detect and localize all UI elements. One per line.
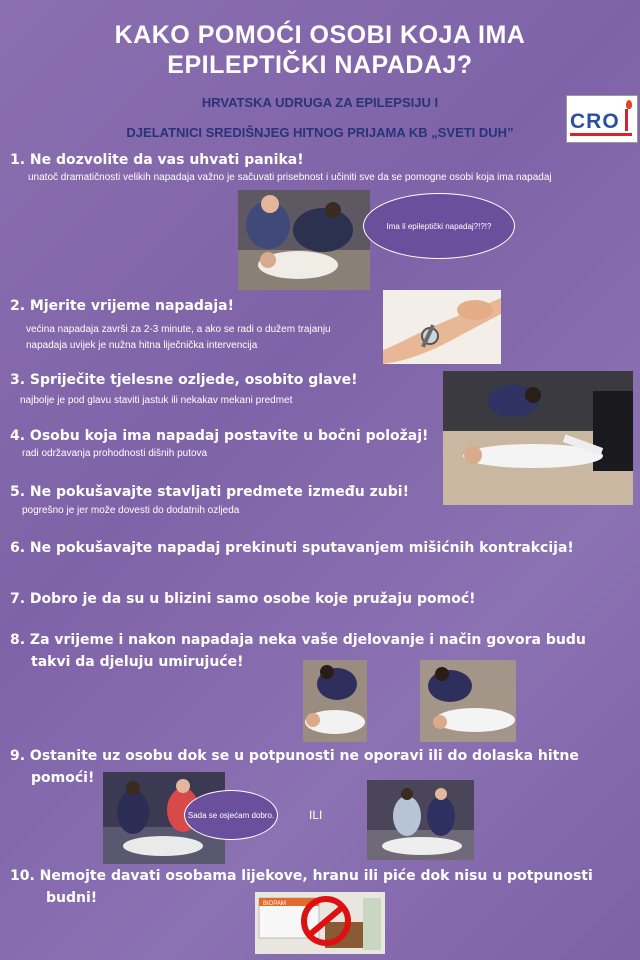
step-1-text: unatoč dramatičnosti velikih napadaja važno je sačuvati prisebnost i učiniti sve da se pomogne osobi koja ima napadaj xyxy=(28,172,552,183)
step-3-heading: 3. Spriječite tjelesne ozljede, osobito glave! xyxy=(10,372,358,388)
step-8-heading-line-1: 8. Za vrijeme i nakon napadaja neka vaše djelovanje i način govora budu xyxy=(10,632,586,648)
subtitle-line-2: DJELATNICI SREDIŠNJEG HITNOG PRIJAMA KB „SVETI DUH” xyxy=(126,125,514,140)
step-5-text: pogrešno je jer može dovesti do dodatnih ozljeda xyxy=(22,505,240,516)
prohibited-slash xyxy=(308,905,344,936)
step-2-heading: 2. Mjerite vrijeme napadaja! xyxy=(10,298,234,314)
step-4-text: radi održavanja prohodnosti dišnih putova xyxy=(22,448,208,459)
speech-bubble-step-1: Ima li epileptički napadaj?!?!? xyxy=(363,193,515,259)
or-separator: ILI xyxy=(309,808,323,822)
cro-logo xyxy=(566,95,638,143)
speech-bubble-step-9: Sada se osjećam dobro. xyxy=(184,790,278,840)
logo-underline xyxy=(570,133,632,136)
step-9-heading-line-2: pomoći! xyxy=(31,770,95,786)
title-line-1: KAKO POMOĆI OSOBI KOJA IMA xyxy=(114,21,526,49)
photo-step-9-right xyxy=(367,780,474,860)
poster-title xyxy=(0,20,640,80)
photo-step-8-left xyxy=(303,660,367,742)
subtitle-line-1: HRVATSKA UDRUGA ZA EPILEPSIJU I xyxy=(201,95,439,110)
step-2-text-line-2: napadaja uvijek je nužna hitna liječnička intervencija xyxy=(26,340,258,351)
step-8-heading-line-2: takvi da djeluju umirujuće! xyxy=(31,654,244,670)
step-7-heading: 7. Dobro je da su u blizini samo osobe koje pružaju pomoć! xyxy=(10,591,476,607)
candle-stick xyxy=(625,109,628,131)
step-10-heading-line-1: 10. Nemojte davati osobama lijekove, hranu ili piće dok nisu u potpunosti xyxy=(10,868,593,884)
photo-steps-3-5 xyxy=(443,371,633,505)
title-line-2: EPILEPTIČKI NAPADAJ? xyxy=(167,51,473,79)
logo-text: CRO xyxy=(570,110,620,133)
step-9-heading-line-1: 9. Ostanite uz osobu dok se u potpunosti ne oporavi ili do dolaska hitne xyxy=(10,748,579,764)
step-1-heading: 1. Ne dozvolite da vas uhvati panika! xyxy=(10,152,304,168)
step-4-heading: 4. Osobu koja ima napadaj postavite u bočni položaj! xyxy=(10,428,429,444)
step-3-text: najbolje je pod glavu staviti jastuk ili nekakav mekani predmet xyxy=(20,395,293,406)
photo-step-8-right xyxy=(420,660,516,742)
step-10-heading-line-2: budni! xyxy=(46,890,98,906)
step-5-heading: 5. Ne pokušavajte stavljati predmete između zubi! xyxy=(10,484,409,500)
candle-icon xyxy=(626,100,632,109)
photo-step-2-watch xyxy=(383,290,501,364)
medicine-label: BIOPAM xyxy=(263,901,286,907)
step-2-text-line-1: većina napadaja završi za 2-3 minute, a ako se radi o dužem trajanju xyxy=(26,324,331,335)
prohibited-icon xyxy=(301,896,351,946)
step-6-heading: 6. Ne pokušavajte napadaj prekinuti sputavanjem mišićnih kontrakcija! xyxy=(10,540,574,556)
photo-step-1 xyxy=(238,190,370,290)
